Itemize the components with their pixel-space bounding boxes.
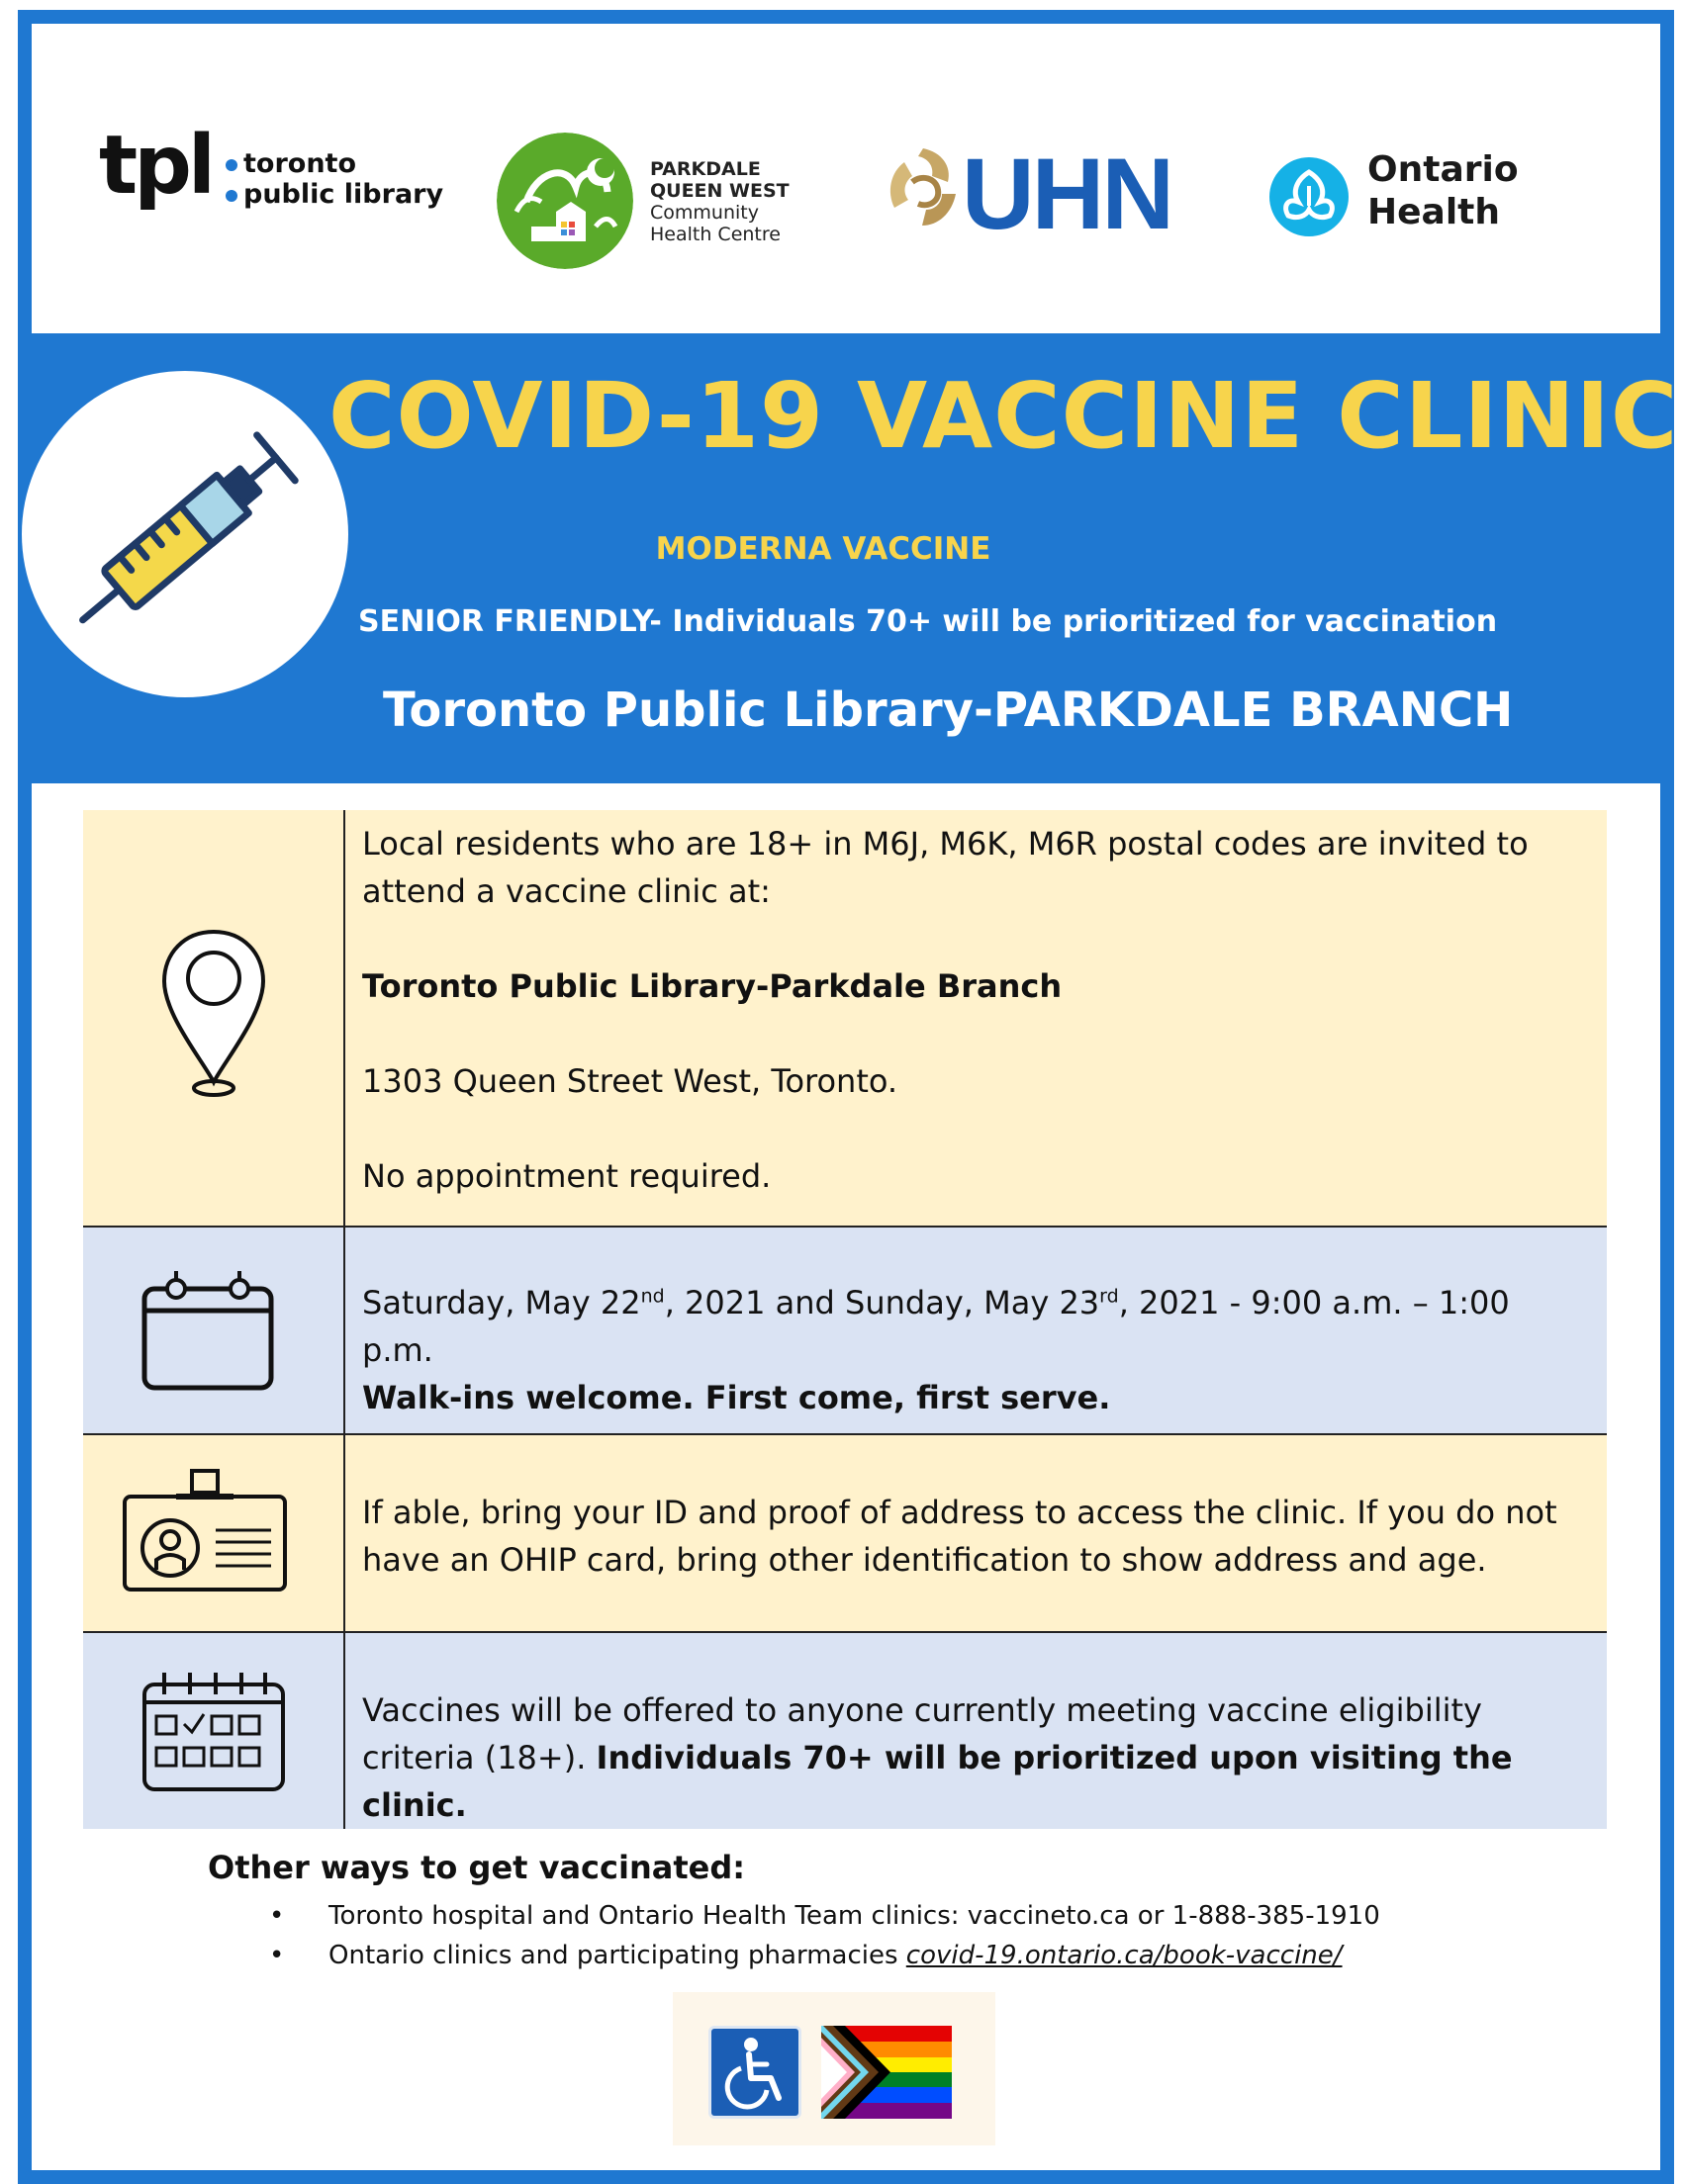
tpl-line-2: public library	[243, 179, 444, 210]
venue-name: Toronto Public Library-Parkdale Branch	[362, 967, 1063, 1005]
ontario-trillium-icon	[1268, 156, 1350, 237]
checklist-icon-cell	[83, 1633, 345, 1829]
location-intro: Local residents who are 18+ in M6J, M6K, M6R postal codes are invited to attend a vaccine clinic at:	[362, 825, 1529, 910]
clinic-hours: , 2021 - 9:00 a.m. – 1:00 p.m.	[362, 1284, 1510, 1369]
ontario-health-text	[1367, 148, 1519, 233]
venue-address: 1303 Queen Street West, Toronto.	[362, 1062, 898, 1100]
id-badge-icon	[121, 1467, 289, 1595]
tpl-dot-icon	[226, 190, 237, 202]
calendar-icon	[139, 1267, 277, 1396]
identification-text	[362, 1489, 1589, 1584]
pqw-line-1: PARKDALE	[650, 158, 761, 180]
other-ways-list	[269, 1896, 1380, 1975]
location-icon-cell	[83, 810, 345, 1226]
progress-pride-flag-icon	[821, 2026, 952, 2119]
date-saturday: Saturday, May 22	[362, 1284, 641, 1321]
book-vaccine-link[interactable]: covid-19.ontario.ca/book-vaccine/	[905, 1941, 1343, 1970]
schedule-row	[83, 1228, 1607, 1433]
pqw-line-4: Health Centre	[650, 224, 781, 245]
eligibility-note	[362, 1686, 1589, 1829]
eligibility-text	[362, 1686, 1589, 1829]
appointment-note: No appointment required.	[362, 1157, 772, 1195]
ontario-health-line-1: Ontario	[1367, 149, 1519, 190]
identification-row	[83, 1435, 1607, 1631]
pqw-text	[650, 158, 790, 245]
pharmacies-item: Ontario clinics and participating pharmacies	[328, 1941, 906, 1970]
vaccine-type: MODERNA VACCINE	[655, 531, 991, 567]
branch-name: Toronto Public Library-PARKDALE BRANCH	[383, 682, 1514, 738]
calendar-icon-cell	[83, 1228, 345, 1433]
inclusion-badges	[673, 1992, 995, 2145]
pqw-tree-emblem-icon	[497, 133, 633, 269]
date-saturday-suffix: nd	[640, 1285, 665, 1308]
id-icon-cell	[83, 1435, 345, 1631]
tpl-logo-mark: tpl	[99, 119, 213, 213]
list-item	[269, 1896, 1380, 1936]
schedule-dates	[362, 1279, 1589, 1374]
pqw-line-3: Community	[650, 202, 759, 224]
eligibility-priority: Individuals 70+ will be prioritized upon visiting the clinic.	[362, 1739, 1513, 1824]
map-pin-icon	[154, 924, 273, 1102]
page-title: COVID-19 VACCINE CLINIC	[328, 363, 1679, 469]
eligibility-criteria: Vaccines will be offered to anyone currently meeting vaccine eligibility criteria (18+).	[362, 1691, 1482, 1776]
hospital-clinics-item: Toronto hospital and Ontario Health Team clinics: vaccineto.ca or 1-888-385-1910	[328, 1901, 1380, 1931]
date-sunday: , 2021 and Sunday, May 23	[664, 1284, 1100, 1321]
eligibility-row	[83, 1633, 1607, 1829]
senior-friendly-note: SENIOR FRIENDLY- Individuals 70+ will be prioritized for vaccination	[358, 604, 1498, 639]
uhn-wordmark: UHN	[962, 137, 1171, 250]
syringe-badge	[22, 371, 348, 697]
pqw-line-2: QUEEN WEST	[650, 180, 790, 202]
calendar-checklist-icon	[140, 1667, 289, 1795]
clinic-banner	[32, 333, 1679, 783]
tpl-dot-icon	[226, 159, 237, 171]
poster-frame	[18, 10, 1679, 2184]
list-item	[269, 1936, 1380, 1975]
other-ways-title: Other ways to get vaccinated:	[208, 1849, 746, 1886]
tpl-line-1: toronto	[243, 148, 356, 179]
syringe-icon	[22, 371, 348, 697]
logo-strip	[32, 24, 1660, 325]
location-text	[362, 820, 1589, 1200]
schedule-text	[362, 1279, 1589, 1421]
ontario-health-line-2: Health	[1367, 192, 1501, 232]
walkins-note: Walk-ins welcome. First come, first serve.	[362, 1379, 1111, 1416]
wheelchair-icon	[708, 2026, 801, 2119]
date-sunday-suffix: rd	[1099, 1285, 1119, 1308]
location-row	[83, 810, 1607, 1226]
identification-note: If able, bring your ID and proof of address to access the clinic. If you do not have an OHIP card, bring other identification to show address and age.	[362, 1494, 1557, 1579]
uhn-swirl-icon	[883, 142, 964, 237]
tpl-logo-words	[226, 148, 443, 210]
wheelchair-glyph	[711, 2029, 798, 2116]
